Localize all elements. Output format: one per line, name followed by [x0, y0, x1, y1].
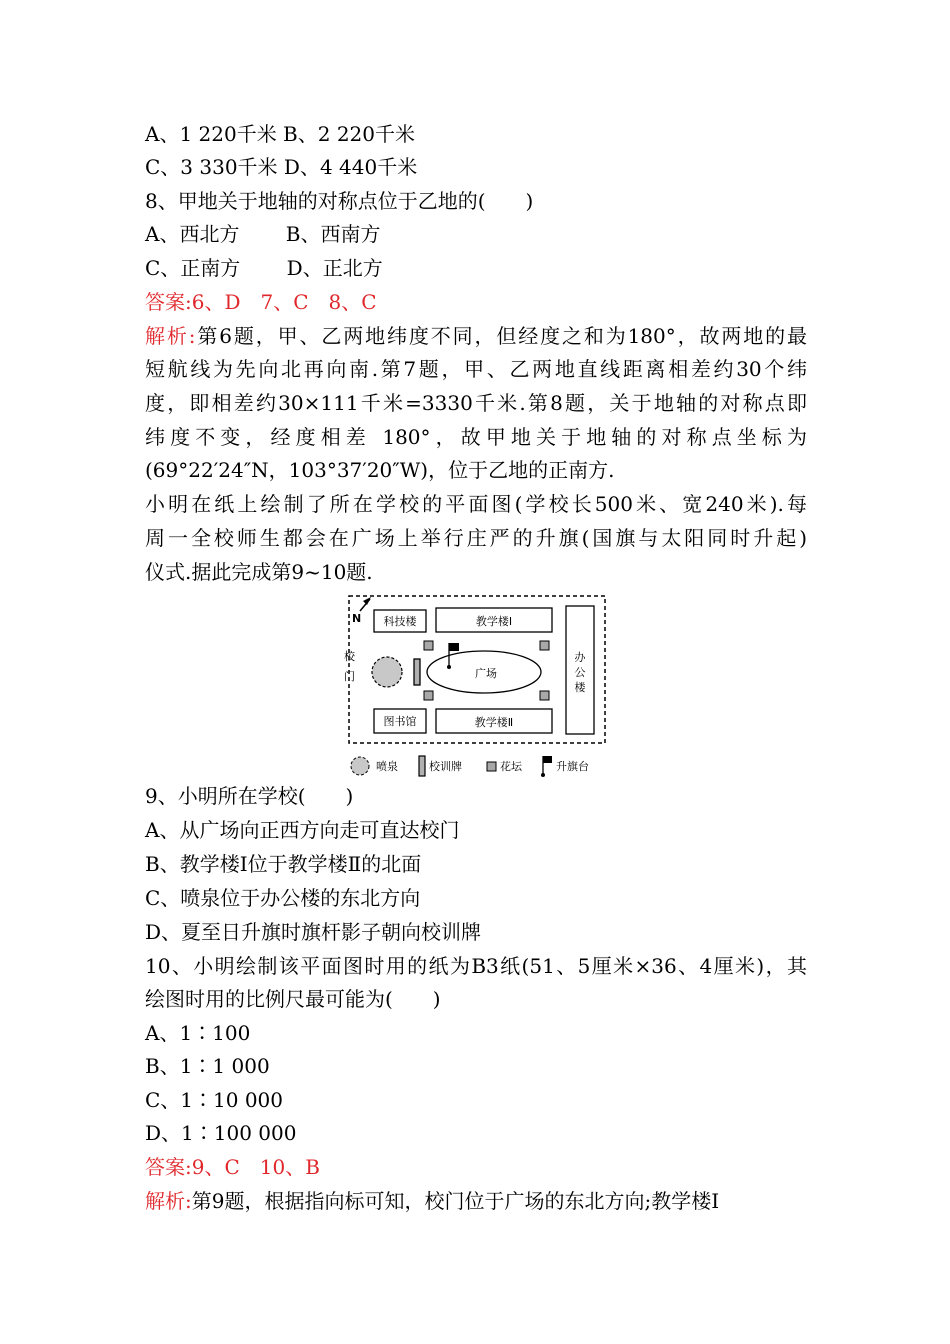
analysis-text: 第6题，甲、乙两地纬度不同，但经度之和为180°，故两地的最 [195, 324, 807, 348]
q9-option-b: B、教学楼Ⅰ位于教学楼Ⅱ的北面 [145, 852, 422, 876]
teaching-building-2-label: 教学楼Ⅱ [474, 716, 514, 729]
flowerbed [540, 641, 549, 650]
legend-sign-label: 校训牌 [429, 760, 462, 773]
intro-line2: 周一全校师生都会在广场上举行庄严的升旗(国旗与太阳同时升起) [145, 526, 807, 550]
tech-building-label: 科技楼 [383, 615, 417, 628]
north-label: N [352, 612, 362, 625]
office-label-3: 楼 [574, 681, 586, 694]
flowerbed [424, 641, 433, 650]
office-label-1: 办 [574, 651, 586, 664]
legend-flag-label: 升旗台 [556, 760, 589, 773]
q10-option-a: A、1∶100 [145, 1021, 251, 1045]
analysis-2-line1 [145, 1185, 719, 1218]
q8-options-line2: C、正南方 D、正北方 [145, 256, 383, 280]
library-label: 图书馆 [383, 715, 417, 728]
school-map [340, 588, 610, 780]
q10-stem-line2: 绘图时用的比例尺最可能为( ) [145, 987, 441, 1011]
analysis-1-line5: (69°22′24″N，103°37′20″W)，位于乙地的正南方. [145, 458, 615, 482]
legend-flowerbed-icon [487, 762, 496, 771]
q10-option-c: C、1∶10 000 [145, 1088, 284, 1112]
legend-flag-icon [541, 756, 552, 777]
q7-options-line1: A、1 220千米 B、2 220千米 [145, 122, 416, 146]
analysis-label: 解析: [145, 324, 196, 348]
analysis-text: 第9题，根据指向标可知，校门位于广场的东北方向;教学楼Ⅰ [191, 1189, 720, 1213]
square-label: 广场 [475, 667, 497, 680]
analysis-1-line1 [145, 320, 807, 353]
intro-line1: 小明在纸上绘制了所在学校的平面图(学校长500米、宽240米).每 [145, 492, 807, 516]
answer-text: 6、D 7、C 8、C [191, 290, 377, 314]
fountain [372, 657, 402, 687]
legend-fountain-icon [351, 757, 369, 775]
analysis-1-line2: 短航线为先向北再向南.第7题，甲、乙两地直线距离相差约30个纬 [145, 357, 807, 381]
answer-1 [145, 286, 377, 319]
q9-stem: 9、小明所在学校( ) [145, 784, 354, 808]
q9-option-d: D、夏至日升旗时旗杆影子朝向校训牌 [145, 920, 482, 944]
north-arrow-icon [360, 597, 371, 611]
q9-option-c: C、喷泉位于办公楼的东北方向 [145, 886, 421, 910]
q10-stem-line1: 10、小明绘制该平面图时用的纸为B3纸(51、5厘米×36、4厘米)，其 [145, 954, 807, 978]
analysis-label: 解析: [145, 1189, 192, 1213]
gate-label-1: 校 [344, 650, 355, 663]
teaching-building-1-label: 教学楼Ⅰ [475, 615, 513, 628]
flowerbed [424, 691, 433, 700]
q7-options-line2: C、3 330千米 D、4 440千米 [145, 155, 418, 179]
motto-sign [414, 659, 420, 685]
answer-2 [145, 1151, 320, 1184]
flowerbed [540, 691, 549, 700]
analysis-1-line3: 度，即相差约30×111千米=3330千米.第8题，关于地轴的对称点即 [145, 391, 807, 415]
analysis-1-line4: 纬度不变，经度相差 180°，故甲地关于地轴的对称点坐标为 [145, 425, 807, 449]
q10-option-d: D、1∶100 000 [145, 1121, 297, 1145]
legend-flowerbed-label: 花坛 [500, 760, 522, 773]
legend-sign-icon [419, 756, 425, 776]
q8-stem: 8、甲地关于地轴的对称点位于乙地的( ) [145, 189, 534, 213]
office-label-2: 公 [574, 666, 586, 679]
answer-text: 9、C 10、B [191, 1155, 320, 1179]
q8-options-line1: A、西北方 B、西南方 [145, 222, 381, 246]
q9-option-a: A、从广场向正西方向走可直达校门 [145, 818, 460, 842]
answer-label: 答案: [145, 290, 192, 314]
intro-line3: 仪式.据此完成第9~10题. [145, 560, 373, 584]
legend-fountain-label: 喷泉 [376, 760, 398, 773]
q10-option-b: B、1∶1 000 [145, 1054, 270, 1078]
gate-label-2: 门 [344, 670, 355, 683]
answer-label: 答案: [145, 1155, 192, 1179]
